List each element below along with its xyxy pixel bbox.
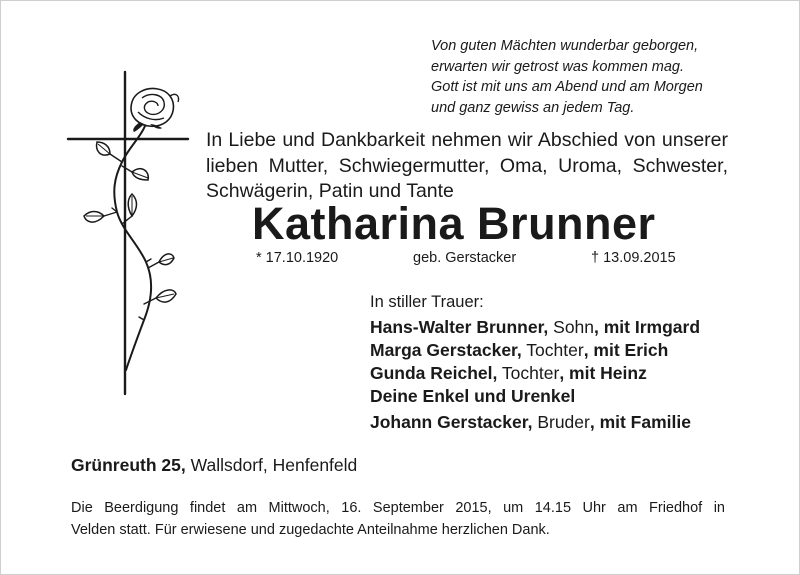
death-date: † 13.09.2015: [591, 250, 676, 266]
mourner-partner: , mit Erich: [583, 340, 669, 360]
mourner-name: Deine Enkel und Urenkel: [370, 386, 576, 406]
poem-line: erwarten wir getrost was kommen mag.: [431, 58, 685, 75]
family-address: [71, 455, 357, 476]
address-street: Grünreuth 25,: [71, 455, 186, 475]
intro-text: [206, 128, 728, 205]
poem-line: Von guten Mächten wunderbar geborgen,: [431, 38, 699, 54]
funeral-info: [71, 498, 725, 541]
mourner-name: Gunda Reichel,: [370, 363, 498, 383]
mourner-relation: Tochter: [497, 363, 560, 383]
mourner-name: Hans-Walter Brunner,: [370, 317, 549, 337]
mourner-row: [370, 385, 700, 408]
mourner-name: Marga Gerstacker,: [370, 340, 522, 360]
mourner-relation: Bruder: [532, 412, 590, 432]
deceased-name: Katharina Brunner: [252, 198, 656, 249]
mourner-relation: Sohn: [548, 317, 595, 337]
intro-line: In Liebe und Dankbarkeit nehmen wir Abschied von unserer: [206, 129, 728, 151]
poem: [431, 36, 771, 118]
cross-with-rose-icon: [62, 66, 197, 401]
intro-line: Schwägerin, Patin und Tante: [206, 180, 454, 202]
mourner-relation: Tochter: [521, 340, 584, 360]
mourner-partner: , mit Heinz: [559, 363, 647, 383]
mourner-partner: , mit Irmgard: [594, 317, 701, 337]
mourner-row: [370, 411, 700, 434]
mourning-heading: In stiller Trauer:: [370, 293, 484, 311]
mourners-list: [370, 316, 700, 434]
mourner-row: [370, 362, 700, 385]
poem-line: und ganz gewiss an jedem Tag.: [431, 99, 635, 116]
funeral-line: Die Beerdigung findet am Mittwoch, 16. September 2015, um 14.15 Uhr am Friedhof in: [71, 500, 725, 516]
address-places: Wallsdorf, Henfenfeld: [185, 455, 358, 475]
poem-line: Gott ist mit uns am Abend und am Morgen: [431, 79, 703, 95]
birth-date: * 17.10.1920: [256, 250, 339, 266]
mourner-row: [370, 339, 700, 362]
mourner-name: Johann Gerstacker,: [370, 412, 533, 432]
mourner-row: [370, 316, 700, 339]
intro-line: lieben Mutter, Schwiegermutter, Oma, Uroma, Schwester,: [206, 154, 728, 177]
maiden-name: geb. Gerstacker: [413, 250, 517, 266]
funeral-line: Velden statt. Für erwiesene und zugedachte Anteilnahme herzlichen Dank.: [71, 521, 550, 538]
mourner-partner: , mit Familie: [589, 412, 691, 432]
